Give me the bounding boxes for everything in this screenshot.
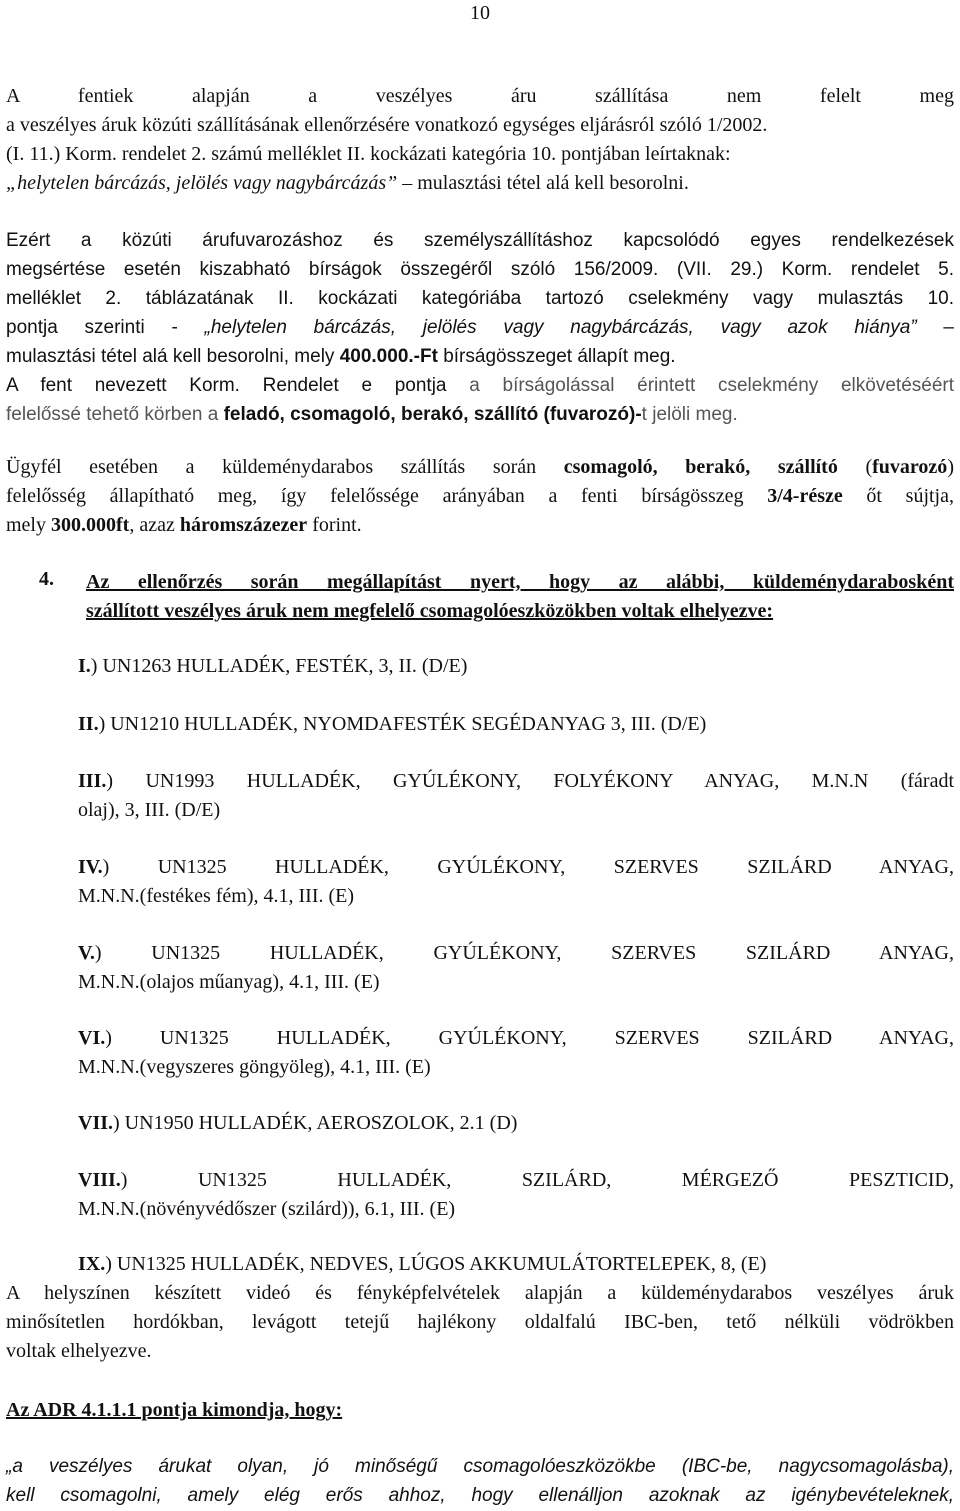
section-4-heading-line2: szállított veszélyes áruk nem megfelelő csomagolóeszközökben voltak elhelyezve: <box>86 600 774 622</box>
list-item <box>78 710 954 739</box>
para3-line1-a: Ügyfél esetében a küldeménydarabos szállítás során <box>6 456 564 478</box>
para3-line2 <box>6 482 954 511</box>
item-number: III. <box>78 770 107 792</box>
para3-paren-close: ) <box>947 456 954 478</box>
para2-line5-b: bírságösszeget állapít meg. <box>437 346 676 367</box>
para2-line7-b: t jelöli meg. <box>641 404 738 425</box>
para3-portion: 3/4-része <box>767 485 843 507</box>
para2-line6 <box>6 371 954 400</box>
adr-quote-line1: „a veszélyes árukat olyan, jó minőségű csomagolóeszközökbe (IBC-be, nagycsomagolásba), <box>6 1456 954 1477</box>
adr-heading: Az ADR 4.1.1.1 pontja kimondja, hogy: <box>6 1399 343 1421</box>
list-item <box>78 652 954 681</box>
item-number: VII. <box>78 1112 114 1134</box>
list-item <box>78 1166 954 1224</box>
para4-line1: A helyszínen készített videó és fényképfelvételek alapján a küldeménydarabos veszélyes áruk <box>6 1282 954 1304</box>
responsible-parties: feladó, csomagoló, berakó, szállító (fuvarozó)- <box>223 404 642 425</box>
para3-line2-b: őt sújtja, <box>842 485 954 507</box>
para2-line6-a: A fent nevezett Korm. <box>6 375 240 396</box>
list-item <box>78 1250 954 1279</box>
adr-quote <box>6 1452 954 1510</box>
item-number: V. <box>78 942 95 964</box>
item-text: ) UN1325 HULLADÉK, GYÚLÉKONY, SZERVES SZILÁRD ANYAG, <box>102 856 954 878</box>
para2-line4-a: pontja szerinti - <box>6 317 205 338</box>
adr-quote-line2: kell csomagolni, amely elég erős ahhoz, hogy ellenálljon azoknak az igénybevételeknek, <box>6 1485 954 1506</box>
para2-line3: melléklet 2. táblázatának II. kockázati kategóriába tartozó cselekmény vagy mulasztás 10. <box>6 288 954 309</box>
para3-roles: csomagoló, berakó, szállító <box>563 456 838 478</box>
list-item <box>78 1109 954 1138</box>
item-text: ) UN1210 HULLADÉK, NYOMDAFESTÉK SEGÉDANYAG 3, III. (D/E) <box>98 713 707 735</box>
item-text: ) UN1325 HULLADÉK, NEDVES, LÚGOS AKKUMULÁTORTELEPEK, 8, (E) <box>105 1253 767 1275</box>
item-text: ) UN1325 HULLADÉK, GYÚLÉKONY, SZERVES SZILÁRD ANYAG, <box>94 942 954 964</box>
para1-line4 <box>6 169 954 198</box>
para3-line3-c: forint. <box>307 514 362 536</box>
item-number: IV. <box>78 856 103 878</box>
paragraph-1 <box>6 82 954 198</box>
item-text-cont: M.N.N.(olajos műanyag), 4.1, III. (E) <box>78 971 380 993</box>
item-number: IX. <box>78 1253 106 1275</box>
para4-line2: minősítetlen hordókban, levágott tetejű hajlékony oldalfalú IBC-ben, tető nélküli vödrökben <box>6 1311 954 1333</box>
para2-line1: Ezért a közúti árufuvarozáshoz és személyszállításhoz kapcsolódó egyes rendelkezések <box>6 230 954 251</box>
para2-line7 <box>6 400 954 429</box>
para2-line4-b: – <box>916 317 954 338</box>
item-text: ) UN1263 HULLADÉK, FESTÉK, 3, II. (D/E) <box>90 655 468 677</box>
list-item <box>78 853 954 911</box>
para1-line4-rest: – mulasztási tétel alá kell besorolni. <box>397 172 689 194</box>
para3-paren-open: ( <box>837 456 873 478</box>
para2-line6-c: a bírságolással érintett cselekmény elkövetéséért <box>469 375 954 396</box>
section-number: 4. <box>39 568 54 590</box>
item-number: I. <box>78 655 91 677</box>
section-4-heading <box>86 568 954 626</box>
item-text: ) UN1325 HULLADÉK, GYÚLÉKONY, SZERVES SZILÁRD ANYAG, <box>105 1027 954 1049</box>
item-text: ) UN1993 HULLADÉK, GYÚLÉKONY, FOLYÉKONY ANYAG, M.N.N (fáradt <box>106 770 954 792</box>
para3-carrier: fuvarozó <box>872 456 948 478</box>
para2-line4 <box>6 313 954 342</box>
para3-line1 <box>6 453 954 482</box>
para3-line3-a: mely <box>6 514 51 536</box>
para3-line2-a: felelősség állapítható meg, így felelőssége arányában a fenti bírságösszeg <box>6 485 768 507</box>
para2-line6-b: Rendelet e pontja <box>239 375 470 396</box>
para1-line1: A fentiek alapján a veszélyes áru szállítása nem felelt meg <box>6 85 954 107</box>
para2-line5-a: mulasztási tétel alá kell besorolni, mely <box>6 346 340 367</box>
para3-amount-words: háromszázezer <box>179 514 308 536</box>
para1-quote: „helytelen bárcázás, jelölés vagy nagybárcázás” <box>6 172 398 194</box>
fine-amount: 400.000.-Ft <box>339 346 438 367</box>
item-number: II. <box>78 713 99 735</box>
item-text: ) UN1950 HULLADÉK, AEROSZOLOK, 2.1 (D) <box>113 1112 518 1134</box>
para4-line3: voltak elhelyezve. <box>6 1340 152 1362</box>
para2-line5 <box>6 342 954 371</box>
para3-amount: 300.000ft <box>51 514 130 536</box>
para2-quote: „helytelen bárcázás, jelölés vagy nagybárcázás, vagy azok hiánya” <box>204 317 917 338</box>
item-text: ) UN1325 HULLADÉK, SZILÁRD, MÉRGEZŐ PESZTICID, <box>120 1169 954 1191</box>
para1-line3: (I. 11.) Korm. rendelet 2. számú melléklet II. kockázati kategória 10. pontjában leírtaknak: <box>6 143 731 165</box>
list-item <box>78 1024 954 1082</box>
item-number: VIII. <box>78 1169 121 1191</box>
para2-line7-a: felelőssé tehető körben a <box>6 404 224 425</box>
list-item <box>78 767 954 825</box>
para2-line2: megsértése esetén kiszabható bírságok összegéről szóló 156/2009. (VII. 29.) Korm. rendelet 5. <box>6 259 954 280</box>
paragraph-2 <box>6 226 954 429</box>
para3-line3 <box>6 511 954 540</box>
adr-section <box>6 1396 954 1425</box>
page-number: 10 <box>470 2 490 24</box>
paragraph-4 <box>6 1279 954 1366</box>
section-4-heading-line1: Az ellenőrzés során megállapítást nyert, hogy az alábbi, küldeménydarabosként <box>86 571 954 593</box>
item-number: VI. <box>78 1027 106 1049</box>
para1-line2: a veszélyes áruk közúti szállításának ellenőrzésére vonatkozó egységes eljárásról szóló 1/2002. <box>6 114 768 136</box>
item-text-cont: M.N.N.(vegyszeres göngyöleg), 4.1, III. (E) <box>78 1056 431 1078</box>
item-text-cont: M.N.N.(növényvédőszer (szilárd)), 6.1, III. (E) <box>78 1198 456 1220</box>
paragraph-3 <box>6 453 954 540</box>
item-text-cont: M.N.N.(festékes fém), 4.1, III. (E) <box>78 885 355 907</box>
para3-line3-b: , azaz <box>129 514 180 536</box>
list-item <box>78 939 954 997</box>
item-text-cont: olaj), 3, III. (D/E) <box>78 799 221 821</box>
